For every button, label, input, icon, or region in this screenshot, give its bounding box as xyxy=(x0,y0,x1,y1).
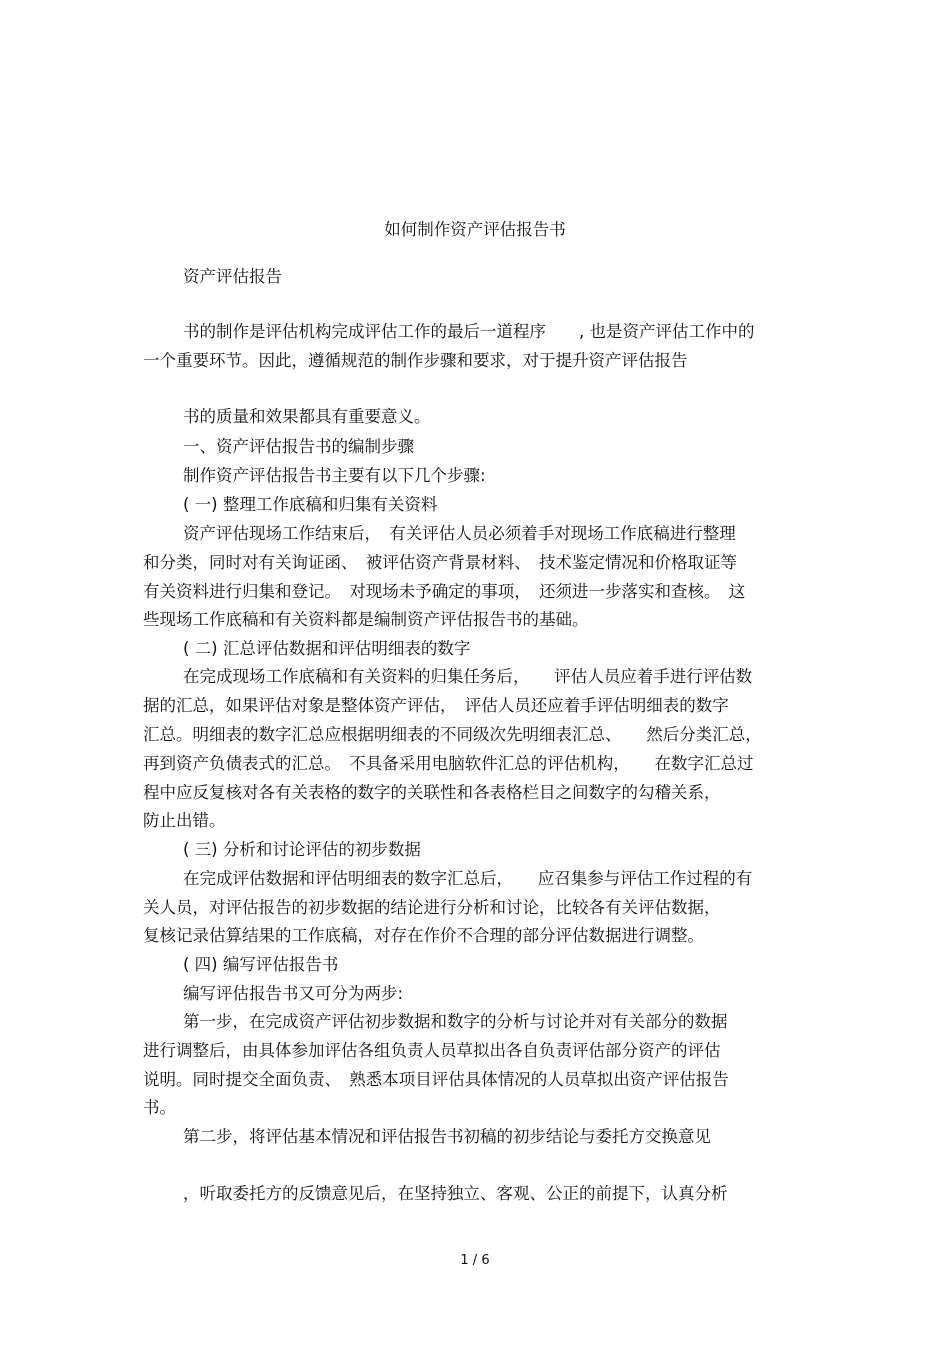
document-title: 如何制作资产评估报告书 xyxy=(384,220,566,239)
subsection-heading: ( 一) 整理工作底稿和归集有关资料 xyxy=(183,495,438,514)
body-line: ，听取委托方的反馈意见后，在坚持独立、客观、公正的前提下，认真分析 xyxy=(183,1184,728,1203)
body-line: 一个重要环节。因此，遵循规范的制作步骤和要求，对于提升资产评估报告 xyxy=(143,351,688,370)
body-line: 进行调整后，由具体参加评估各组负责人员草拟出各自负责评估部分资产的评估 xyxy=(143,1041,721,1060)
subsection-heading: ( 四) 编写评估报告书 xyxy=(183,955,339,974)
body-line: 在完成评估数据和评估明细表的数字汇总后， 应召集参与评估工作过程的有 xyxy=(183,869,753,888)
body-line: 资产评估现场工作结束后， 有关评估人员必须着手对现场工作底稿进行整理 xyxy=(183,524,736,543)
body-line: 些现场工作底稿和有关资料都是编制资产评估报告书的基础。 xyxy=(143,610,589,629)
body-line: 程中应反复核对各有关表格的数字的关联性和各表格栏目之间数字的勾稽关系， xyxy=(143,783,721,802)
subsection-heading: ( 二) 汇总评估数据和评估明细表的数字 xyxy=(183,639,471,658)
body-line: 关人员，对评估报告的初步数据的结论进行分析和讨论，比较各有关评估数据， xyxy=(143,898,721,917)
body-line: 防止出错。 xyxy=(143,811,226,830)
body-line: 书。 xyxy=(143,1098,176,1117)
body-line: 资产评估报告 xyxy=(183,267,282,286)
body-line: 说明。同时提交全面负责、 熟悉本项目评估具体情况的人员草拟出资产评估报告 xyxy=(143,1070,729,1089)
body-line: 复核记录估算结果的工作底稿，对存在作价不合理的部分评估数据进行调整。 xyxy=(143,926,704,945)
page-number: 1 / 6 xyxy=(460,1253,490,1268)
body-line: 编写评估报告书又可分为两步: xyxy=(183,984,404,1003)
subsection-heading: ( 三) 分析和讨论评估的初步数据 xyxy=(183,840,421,859)
body-line: 制作资产评估报告书主要有以下几个步骤: xyxy=(183,466,486,485)
body-line: 第一步，在完成资产评估初步数据和数字的分析与讨论并对有关部分的数据 xyxy=(183,1012,728,1031)
body-line: 书的质量和效果都具有重要意义。 xyxy=(183,407,431,426)
body-line: 在完成现场工作底稿和有关资料的归集任务后， 评估人员应着手进行评估数 xyxy=(183,667,753,686)
section-heading: 一、资产评估报告书的编制步骤 xyxy=(183,437,414,456)
body-line: 据的汇总，如果评估对象是整体资产评估， 评估人员还应着手评估明细表的数字 xyxy=(143,696,729,715)
body-line: 再到资产负债表式的汇总。 不具备采用电脑软件汇总的评估机构， 在数字汇总过 xyxy=(143,754,754,773)
body-line: 和分类，同时对有关询证函、 被评估资产背景材料、 技术鉴定情况和价格取证等 xyxy=(143,553,737,572)
body-line: 书的制作是评估机构完成评估工作的最后一道程序 , 也是资产评估工作中的 xyxy=(183,322,755,341)
body-line: 汇总。明细表的数字汇总应根据明细表的不同级次先明细表汇总、 然后分类汇总， xyxy=(143,725,762,744)
body-line: 有关资料进行归集和登记。 对现场未予确定的事项， 还须进一步落实和查核。 这 xyxy=(143,582,746,601)
body-line: 第二步，将评估基本情况和评估报告书初稿的初步结论与委托方交换意见 xyxy=(183,1127,711,1146)
